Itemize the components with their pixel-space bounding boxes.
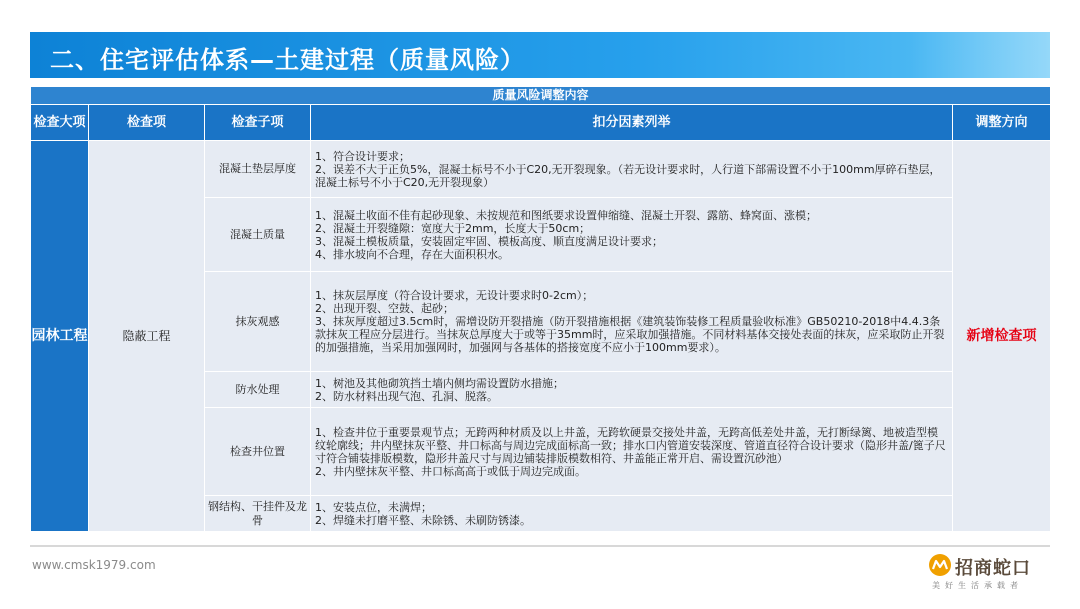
subitem-cell: 混凝土垫层厚度: [205, 141, 311, 198]
quality-risk-table: [30, 86, 1051, 532]
column-header-subitem: 检查子项: [205, 105, 311, 141]
deduction-line: 1、检查井位于重要景观节点；无跨两种材质及以上井盖，无跨软硬景交接处井盖，无跨高低差处井盖，无打断绿篱、地被造型模纹轮廓线；井内壁抹灰平整、井口标高与周边完成面标高一致；排水口内管道安装深度、管道直径符合设计要求（隐形井盖/篦子尺寸符合铺装排版模数，隐形井盖尺寸与周边铺装排版模数相符、井盖能正常开启、需设置沉砂池）: [315, 425, 946, 465]
deduction-line: 2、焊缝未打磨平整、未除锈、未刷防锈漆。: [315, 513, 531, 527]
deduction-line: 2、误差不大于正负5%，混凝土标号不小于C20,无开裂现象。（若无设计要求时，人行道下部需设置不小于100mm厚碎石垫层，混凝土标号不小于C20,无开裂现象）: [315, 162, 941, 189]
title-bar-shade: [910, 32, 1050, 78]
deduction-line: 2、井内壁抹灰平整、井口标高高于或低于周边完成面。: [315, 464, 586, 478]
company-logo: [928, 553, 1048, 593]
category-cell: 园林工程: [31, 141, 89, 532]
deduction-line: 3、混凝土模板质量，安装固定牢固、模板高度、顺直度满足设计要求；: [315, 234, 663, 248]
footer-url: www.cmsk1979.com: [32, 558, 156, 572]
subitem-cell: 混凝土质量: [205, 198, 311, 272]
title-bar: [30, 32, 1050, 78]
deduction-cell: [311, 198, 953, 272]
deduction-cell: [311, 272, 953, 372]
column-header-item: 检查项: [89, 105, 205, 141]
subitem-cell: 钢结构、干挂件及龙骨: [205, 496, 311, 532]
footer-divider: [30, 545, 1050, 547]
page-title: 二、住宅评估体系—土建过程（质量风险）: [50, 46, 525, 74]
deduction-line: 2、混凝土开裂缝隙：宽度大于2mm，长度大于50cm；: [315, 221, 591, 235]
table-caption: 质量风险调整内容: [31, 87, 1051, 105]
column-header-deductions: 扣分因素列举: [311, 105, 953, 141]
table-caption-row: [31, 87, 1051, 105]
deduction-line: 1、抹灰层厚度（符合设计要求，无设计要求时0-2cm）；: [315, 289, 594, 302]
deduction-cell: [311, 141, 953, 198]
logo-mark-icon: [928, 553, 952, 577]
column-header-direction: 调整方向: [953, 105, 1051, 141]
deduction-line: 2、防水材料出现气泡、孔洞、脱落。: [315, 389, 498, 403]
deduction-line: 2、出现开裂、空鼓、起砂；: [315, 302, 454, 315]
table-row: [31, 141, 1051, 198]
deduction-line: 1、符合设计要求；: [315, 149, 410, 163]
deduction-line: 1、安装点位，未满焊；: [315, 500, 432, 514]
item-cell: 隐蔽工程: [89, 141, 205, 532]
deduction-cell: [311, 372, 953, 408]
deduction-line: 1、树池及其他砌筑挡土墙内侧均需设置防水措施；: [315, 376, 564, 390]
subitem-cell: 抹灰观感: [205, 272, 311, 372]
subitem-cell: 检查井位置: [205, 408, 311, 496]
logo-slogan: 美好生活承载者: [932, 581, 1023, 590]
logo-name: 招商蛇口: [955, 558, 1031, 579]
deduction-line: 1、混凝土收面不佳有起砂现象、未按规范和图纸要求设置伸缩缝、混凝土开裂、露筋、蜂窝面、涨模；: [315, 208, 817, 222]
deduction-line: 4、排水坡向不合理，存在大面积积水。: [315, 247, 509, 261]
deduction-line: 3、抹灰厚度超过3.5cm时，需增设防开裂措施（防开裂措施根据《建筑装饰装修工程质量验收标准》GB50210-2018中4.4.3条款抹灰工程应分层进行。当抹灰总厚度大于或等于35mm时，应采取加强措施。不同材料基体交接处表面的抹灰，应采取防止开裂的加强措施，当采用加强网时，加强网与各基体的搭接宽度不应小于100mm要求）。: [315, 315, 945, 354]
subitem-cell: 防水处理: [205, 372, 311, 408]
deduction-cell: [311, 496, 953, 532]
direction-cell: 新增检查项: [953, 141, 1051, 532]
column-header-category: 检查大项: [31, 105, 89, 141]
table-header-row: [31, 105, 1051, 141]
deduction-cell: [311, 408, 953, 496]
